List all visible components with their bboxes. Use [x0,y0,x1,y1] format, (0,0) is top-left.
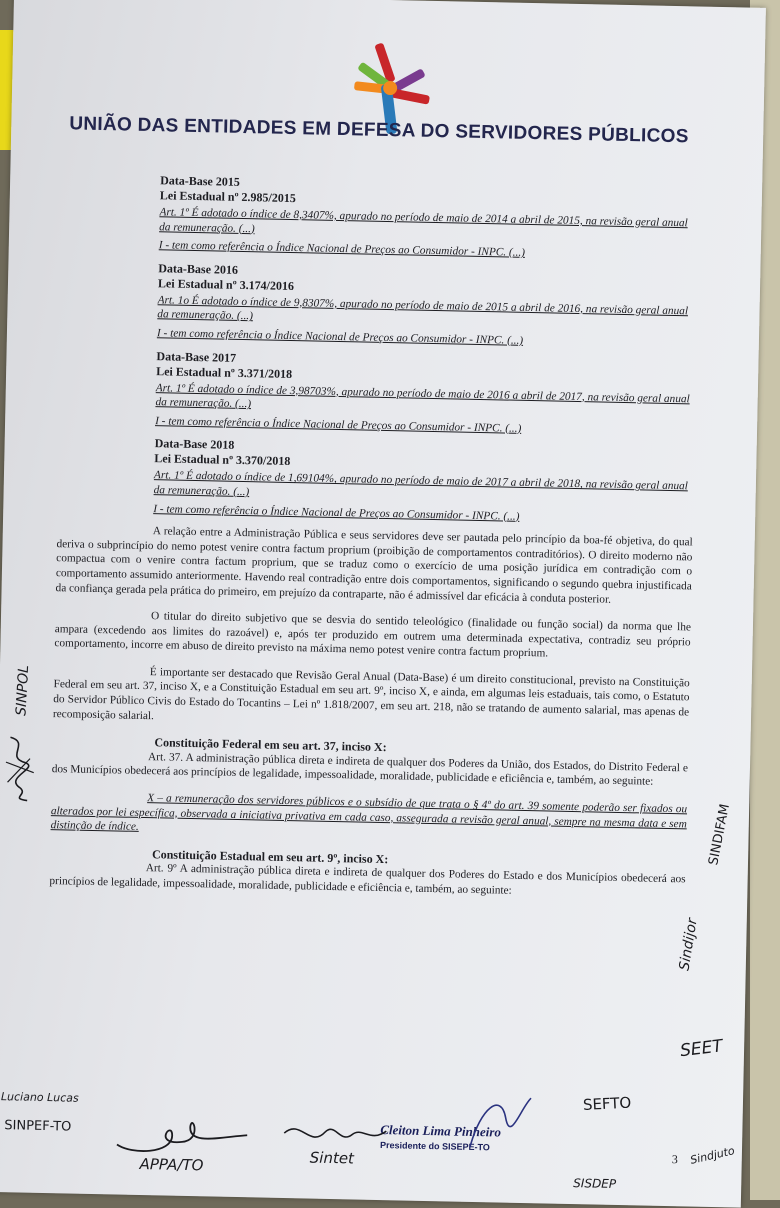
data-base-title: Data-Base 2016 [158,260,239,277]
inciso-text: I - tem como referência o Índice Nacional de Preços ao Consumidor - INPC. (...) [155,414,522,435]
article-text: Art. 1º É adotado o índice de 8,3407%, apurado no período de maio de 2014 a abril de 2015, na revisão geral anual da remuneração. (...) [159,206,688,235]
sintet-signature-scribble-icon [280,1113,391,1155]
data-base-block [153,437,695,528]
ce-section-title: Constituição Estadual em seu art. 9º, inciso X: [151,847,389,866]
handwritten-sinpol: SINPOL [13,664,33,717]
lei-estadual: Lei Estadual nº 2.985/2015 [159,188,296,206]
data-base-blocks [153,173,700,527]
lei-estadual: Lei Estadual nº 3.370/2018 [154,451,291,469]
handwritten-sisdep: SISDEP [573,1176,617,1191]
data-base-block [157,261,699,352]
appa-signature-scribble-icon [112,1104,253,1163]
inciso-text: I - tem como referência o Índice Nacional de Preços ao Consumidor - INPC. (...) [153,502,520,523]
lei-estadual: Lei Estadual nº 3.174/2016 [157,275,295,293]
handwritten-appa: APPA/TO [139,1155,204,1175]
article-text: Art. 1o É adotado o índice de 9,8307%, apurado no período de maio de 2015 a abril de 2016, na revisão geral anual da remuneração. (...) [157,293,689,323]
document-header: UNIÃO DAS ENTIDADES EM DEFESA DO SERVIDORES PÚBLICOS [69,113,689,148]
president-role: Presidente do SISEPE-TO [379,1140,490,1153]
handwritten-left-vertical [0,869,2,972]
data-base-block [159,173,701,264]
body-paragraph: A relação entre a Administração Pública e seus servidores deve ser pautada pelo princípio da boa-fé objetiva, do qual deriva o subprincípio do nemo potest venire contra factum proprium (proibição de comportamentos contraditórios). O direito moderno não compactua com o venire contra factum proprium, que se traduz como o exercício de uma posição jurídica em contradição com o comportamento assumido anteriormente. Havendo real contradição entre dois comportamentos, significando o segundo quebra injustificada da confiança gerada pela prática do primeiro, em prejuízo da contraparte, não é admissível dar eficácia à conduta posterior. [55,525,693,606]
inciso-text: I - tem como referência o Índice Nacional de Preços ao Consumidor - INPC. (...) [156,327,524,347]
cf-section-title: Constituição Federal em seu art. 37, inciso X: [154,735,387,755]
document-body [49,171,700,914]
president-name: Cleiton Lima Pinheiro [380,1122,502,1140]
data-base-title: Data-Base 2017 [156,348,237,365]
handwritten-right-vertical-2: Sindijor [676,917,701,972]
lei-estadual: Lei Estadual nº 3.371/2018 [156,363,293,381]
body-paragraph: É importante ser destacado que Revisão Geral Anual (Data-Base) é um direito constitucional, previsto na Constituição Federal em seu art. 37, inciso X, e a Constituição Estadual em seu art. 9º, inciso X, e ainda, em algumas leis estaduais, tais como, o Estatuto do Servidor Público Civis do Estado do Tocantins – Lei nº 1.818/2007, em seu art. 218, não se tratando de aumento salarial, mas apenas de recomposição salarial. [52,665,690,722]
handwritten-luciano: Luciano Lucas [0,1090,79,1105]
data-base-block [155,349,697,440]
ce-article: Art. 9º A administração pública direta e indireta de qualquer dos Poderes do Estado e dos Municípios obedecerá aos princípios de legalidade, impessoalidade, moralidade, publicidade e eficiência e, também, ao seguinte: [49,862,686,897]
data-base-title: Data-Base 2018 [154,436,235,453]
body-paragraph: O titular do direito subjetivo que se desvia do sentido teleológico (finalidade ou função social) da norma que lhe ampara (excedendo aos limites do razoável) e, após ter produzido em outrem uma determinada expectativa, contradiz seu próprio comportamento, incorre em abuso de direito previsto na máxima nemo potest venire contra factum proprium. [54,610,692,660]
cf-quote: X – a remuneração dos servidores públicos e o subsídio de que trata o § 4º do art. 39 somente poderão ser fixados ou alterados por lei específica, observada a iniciativa privativa em cada caso, assegurada a revisão geral anual, sempre na mesma data e sem distinção de índice. [50,792,688,834]
cf-article: Art. 37. A administração pública direta e indireta de qualquer dos Poderes da União, dos Estados, do Distrito Federal e dos Municípios obedecerá aos princípios de legalidade, impessoalidade, moralidade, publicidade e eficiência e, também, ao seguinte: [51,750,689,789]
page-number: 3 [671,1152,678,1167]
data-base-title: Data-Base 2015 [160,173,240,189]
article-text: Art. 1º É adotado o índice de 1,69104%, apurado no período de maio de 2017 a abril de 2018, na revisão geral anual da remuneração. (...) [153,469,688,499]
handwritten-sintet: Sintet [309,1148,355,1168]
handwritten-right-vertical-1: SINDIFAM [706,802,734,867]
handwritten-scribble-icon [0,732,41,803]
handwritten-sinpef: SINPEF-TO [4,1118,72,1135]
article-text: Art. 1º É adotado o índice de 3,98703%, apurado no período de maio de 2016 a abril de 2017, na revisão geral anual da remuneração. (...) [155,381,690,411]
inciso-text: I - tem como referência o Índice Nacional de Preços ao Consumidor - INPC. (...) [158,239,526,260]
president-signature-scribble-icon [460,1087,541,1159]
handwritten-seet: SEET [679,1036,724,1062]
handwritten-sindjus: Sindjuto [688,1144,736,1167]
handwritten-sefto: SEFTO [582,1093,632,1114]
